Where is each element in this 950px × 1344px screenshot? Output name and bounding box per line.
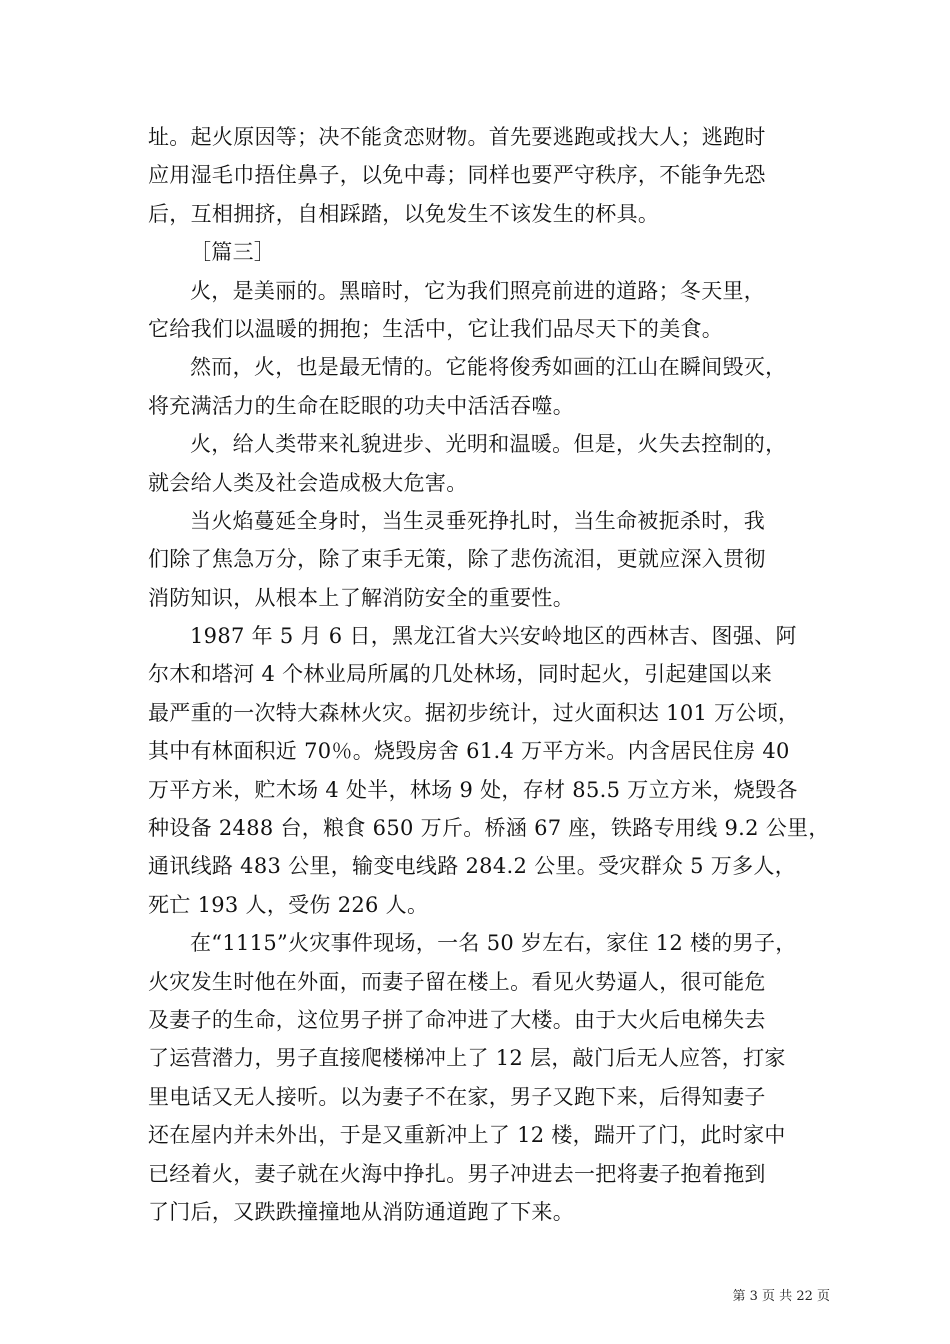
text-line: 它给我们以温暖的拥抱；生活中，它让我们品尽天下的美食。: [148, 316, 724, 341]
text-line: 了门后，又跌跌撞撞地从消防通道跑了下来。: [148, 1199, 574, 1224]
document-body: [148, 118, 830, 1231]
text-line: 当火焰蔓延全身时，当生灵垂死挣扎时，当生命被扼杀时，我: [190, 508, 766, 533]
text-line: 在“1115”火灾事件现场，一名 50 岁左右，家住 12 楼的男子，: [190, 931, 797, 956]
text-line: 火，给人类带来礼貌进步、光明和温暖。但是，火失去控制的，: [190, 432, 787, 457]
text-line: 1987 年 5 月 6 日，黑龙江省大兴安岭地区的西林吉、图强、阿: [190, 624, 797, 649]
text-line: 了运营潜力，男子直接爬楼梯冲上了 12 层，敲门后无人应答，打家: [148, 1046, 786, 1071]
text-line: 然而，火，也是最无情的。它能将俊秀如画的江山在瞬间毁灭，: [190, 355, 787, 380]
text-line: 及妻子的生命，这位男子拼了命冲进了大楼。由于大火后电梯失去: [148, 1007, 766, 1032]
text-line: 里电话又无人接听。以为妻子不在家，男子又跑下来，后得知妻子: [148, 1084, 766, 1109]
text-line: 其中有林面积近 70％。烧毁房舍 61.4 万平方米。内含居民住房 40: [148, 739, 790, 764]
text-line: 还在屋内并未外出，于是又重新冲上了 12 楼，踹开了门，此时家中: [148, 1123, 786, 1148]
text-line: 火灾发生时他在外面，而妻子留在楼上。看见火势逼人，很可能危: [148, 969, 766, 994]
section-heading: ［篇三］: [190, 240, 276, 265]
text-line: 后，互相拥挤，自相踩踏，以免发生不该发生的杯具。: [148, 201, 660, 226]
text-line: 应用湿毛巾捂住鼻子，以免中毒；同样也要严守秩序，不能争先恐: [148, 163, 766, 188]
text-line: 最严重的一次特大森林火灾。据初步统计，过火面积达 101 万公顷，: [148, 700, 800, 725]
text-line: 们除了焦急万分，除了束手无策，除了悲伤流泪，更就应深入贯彻: [148, 547, 766, 572]
text-line: 火，是美丽的。黑暗时，它为我们照亮前进的道路；冬天里，: [190, 278, 766, 303]
text-line: 通讯线路 483 公里，输变电线路 284.2 公里。受灾群众 5 万多人，: [148, 854, 797, 879]
text-line: 已经着火，妻子就在火海中挣扎。男子冲进去一把将妻子抱着拖到: [148, 1161, 766, 1186]
text-line: 消防知识，从根本上了解消防安全的重要性。: [148, 585, 574, 610]
text-line: 尔木和塔河 4 个林业局所属的几处林场，同时起火，引起建国以来: [148, 662, 773, 687]
text-line: 址。起火原因等；决不能贪恋财物。首先要逃跑或找大人；逃跑时: [148, 125, 766, 149]
text-line: 将充满活力的生命在眨眼的功夫中活活吞噬。: [148, 393, 574, 418]
text-line: 死亡 193 人，受伤 226 人。: [148, 892, 429, 917]
page-number: 第 3 页 共 22 页: [732, 1289, 830, 1304]
text-line: 万平方米，贮木场 4 处半，林场 9 处，存材 85.5 万立方米，烧毁各: [148, 777, 798, 802]
text-line: 种设备 2488 台，粮食 650 万斤。桥涵 67 座，铁路专用线 9.2 公里，: [148, 816, 830, 841]
text-line: 就会给人类及社会造成极大危害。: [148, 470, 468, 495]
